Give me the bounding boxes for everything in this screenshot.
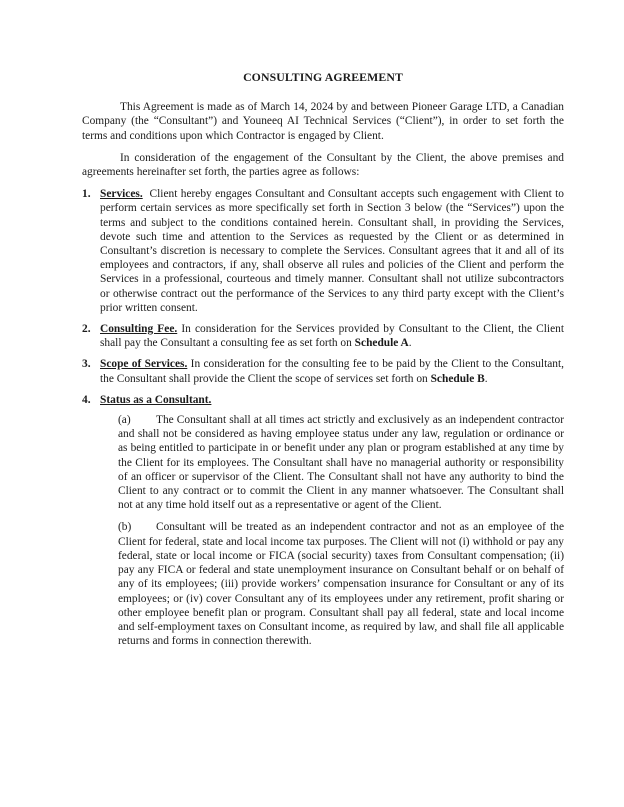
subsection-label: (a) (118, 414, 131, 427)
section-text: Client hereby engages Consultant and Consultant accepts such engagement with Client to perform certain services as more specifically set forth in Section 3 below (the “Services”) upon the terms and subject to the conditions contained herein. Consultant shall, in providing the Services, devote such time and attention to the Services as requested by the Client or as determined in Consultant’s discretion is necessary to complete the Services. Consultant agrees that it and all of its employees and contractors, if any, shall observe all rules and policies of the Client and perform the Services in a professional, courteous and timely manner. Consultant shall not utilize subcontractors or otherwise contract out the performance of the Services to any third party except with the Client’s prior written consent. (100, 188, 564, 314)
recital-paragraph: In consideration of the engagement of the Consultant by the Client, the above premises and agreements hereinafter set forth, the parties agree as follows: (82, 151, 564, 179)
subsection-text: Consultant will be treated as an independent contractor and not as an employee of the Client for federal, state and local income tax purposes. The Client will not (i) withhold or pay any federal, state or local income or FICA (social security) taxes from Consultant compensation; (ii) pay any FICA or federal and state unemployment insurance on Consultant behalf or on behalf of any of its employees; (iii) provide workers’ compensation insurance for Consultant or any of its employees; or (iv) cover Consultant any of its employees under any retirement, profit sharing or other employee benefit plan or program. Consultant shall pay all federal, state and local income and self-employment taxes on Consultant income, as required by law, and shall file all applicable returns and forms in connection therewith. (118, 521, 564, 648)
intro-paragraph: This Agreement is made as of March 14, 2024 by and between Pioneer Garage LTD, a Canadian Company (the “Consultant”) and Youneeq AI Technical Services (“Client”), in order to set forth the terms and conditions upon which Contractor is engaged by Client. (82, 101, 564, 142)
subsection-text: The Consultant shall at all times act strictly and exclusively as an independent contractor and shall not be considered as having employee status under any law, regulation or ordinance or as being entitled to participate in or benefit under any plan or program established at any time by the Client for its employees. The Consultant shall have no managerial authority or responsibility of an officer or supervisor of the Client. The Consultant shall not have any authority to bind the Client to any contract or to commit the Client in any manner whatsoever. The Consultant shall not at any time hold itself out as a representative or agent of the Client. (118, 414, 564, 512)
section-text: In consideration for the Services provided by Consultant to the Client, the Client shall pay the Consultant a consulting fee as set forth on (100, 323, 564, 350)
document-title: CONSULTING AGREEMENT (243, 70, 403, 84)
section-text: In consideration for the consulting fee to be paid by the Client to the Consultant, the Consultant shall provide the Client the scope of services set forth on (100, 358, 564, 385)
section-services (82, 187, 564, 315)
section-number: 2. (82, 323, 91, 336)
section-scope-of-services (82, 357, 564, 385)
schedule-reference: Schedule A (354, 337, 409, 350)
subsection-a (118, 413, 564, 512)
section-number: 4. (82, 393, 91, 406)
subsection-b (118, 520, 564, 648)
subsection-label: (b) (118, 521, 132, 534)
section-consulting-fee (82, 322, 564, 350)
section-status-as-consultant (82, 393, 564, 648)
section-number: 3. (82, 358, 91, 371)
section-heading: Scope of Services. (100, 358, 188, 371)
section-heading: Status as a Consultant. (100, 393, 212, 406)
section-heading: Consulting Fee. (100, 323, 178, 336)
schedule-reference: Schedule B (430, 372, 485, 385)
sentence-end: . (484, 372, 488, 385)
section-heading: Services. (100, 188, 143, 201)
section-number: 1. (82, 188, 91, 201)
sentence-end: . (408, 337, 412, 350)
sections-list (82, 187, 564, 648)
